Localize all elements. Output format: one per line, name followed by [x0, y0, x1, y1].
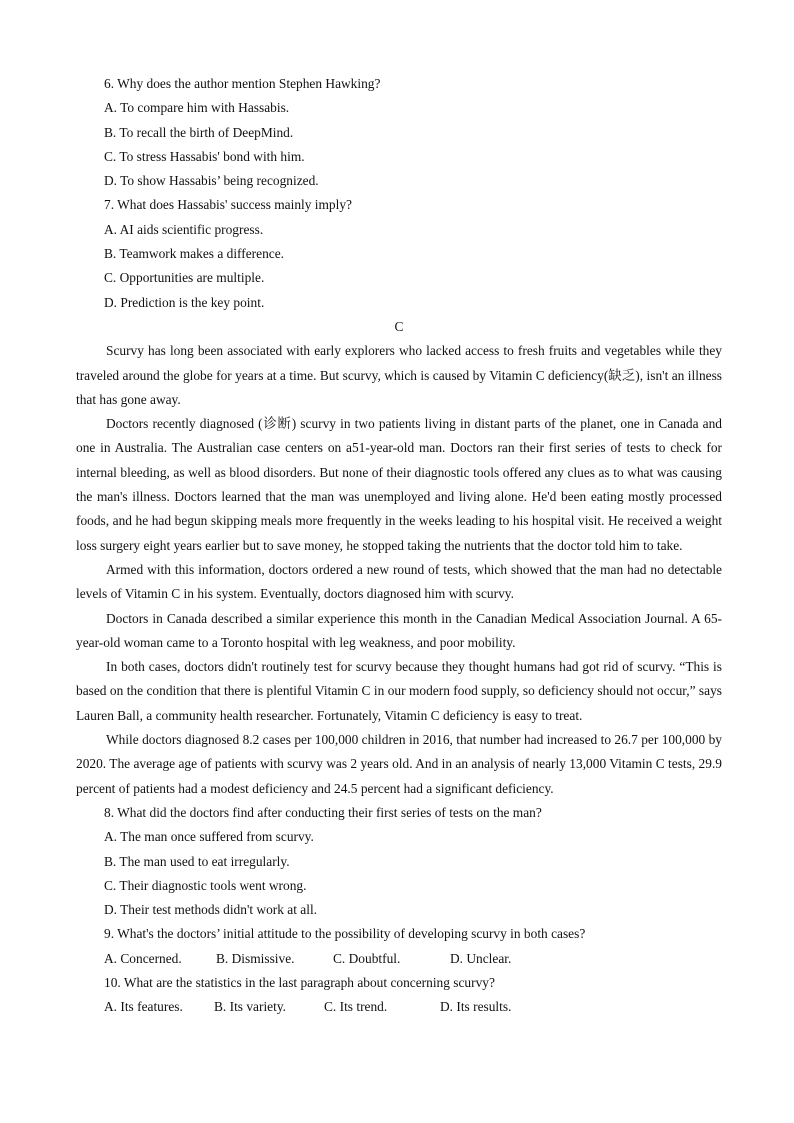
- question-8-option-a: A. The man once suffered from scurvy.: [104, 829, 314, 845]
- question-9-option-d: D. Unclear.: [450, 950, 512, 966]
- question-10-option-d: D. Its results.: [440, 999, 512, 1015]
- question-6-option-b: B. To recall the birth of DeepMind.: [104, 124, 294, 140]
- passage-paragraph-4: Doctors in Canada described a similar experience this month in the Canadian Medical Association Journal. A 65-year-old woman came to a Toronto hospital with leg weakness, and poor mobility.: [76, 610, 722, 650]
- section-heading: C: [394, 318, 404, 334]
- passage-paragraph-3: Armed with this information, doctors ordered a new round of tests, which showed that the man had no detectable levels of Vitamin C in his system. Eventually, doctors diagnosed him with scurvy.: [76, 561, 722, 602]
- question-7-option-a: A. AI aids scientific progress.: [104, 221, 264, 237]
- question-6-option-a: A. To compare him with Hassabis.: [104, 100, 290, 116]
- passage-paragraph-5: In both cases, doctors didn't routinely test for scurvy because they thought humans had got rid of scurvy. “This is based on the condition that there is plentiful Vitamin C in our modern food supply, so deficiency should not occur,” says Lauren Ball, a community health researcher. Fortunately, Vitamin C deficiency is easy to treat.: [76, 659, 722, 723]
- question-8-option-d: D. Their test methods didn't work at all.: [104, 902, 318, 918]
- question-7-stem: 7. What does Hassabis' success mainly imply?: [104, 197, 352, 213]
- question-10-option-a: A. Its features.: [104, 999, 183, 1015]
- passage-paragraph-2: Doctors recently diagnosed (诊断) scurvy in two patients living in distant parts of the planet, one in Canada and one in Australia. The Australian case centers on a51-year-old man. Doctors ran their first series of tests to check for internal bleeding, as well as blood disorders. But none of their diagnostic tools offered any clues as to what was causing the man's illness. Doctors learned that the man was unemployed and living alone. He'd been eating mostly processed foods, and he had begun skipping meals more frequently in the weeks leading to his hospital visit. He received a weight loss surgery eight years earlier but to save money, he stopped taking the nutrients that the doctor told him to take.: [76, 416, 722, 553]
- question-6-option-c: C. To stress Hassabis' bond with him.: [104, 148, 305, 164]
- question-8-stem: 8. What did the doctors find after conducting their first series of tests on the man?: [104, 804, 542, 820]
- question-10-stem: 10. What are the statistics in the last paragraph about concerning scurvy?: [104, 974, 495, 990]
- question-10-option-b: B. Its variety.: [214, 999, 287, 1015]
- question-9-stem: 9. What's the doctors’ initial attitude to the possibility of developing scurvy in both cases?: [104, 926, 586, 942]
- question-9-option-a: A. Concerned.: [104, 950, 182, 966]
- question-8-option-c: C. Their diagnostic tools went wrong.: [104, 877, 307, 893]
- question-10-options: [76, 995, 722, 1019]
- question-9-option-c: C. Doubtful.: [333, 950, 401, 966]
- question-9-option-b: B. Dismissive.: [216, 950, 295, 966]
- question-9-options: [76, 947, 722, 971]
- question-10-option-c: C. Its trend.: [324, 999, 388, 1015]
- passage-paragraph-1: Scurvy has long been associated with early explorers who lacked access to fresh fruits and vegetables while they traveled around the globe for years at a time. But scurvy, which is caused by Vitamin C deficiency(缺乏), isn't an illness that has gone away.: [76, 343, 722, 407]
- question-6-option-d: D. To show Hassabis’ being recognized.: [104, 173, 319, 189]
- question-7-option-c: C. Opportunities are multiple.: [104, 270, 265, 286]
- passage-paragraph-6: While doctors diagnosed 8.2 cases per 100,000 children in 2016, that number had increased to 26.7 per 100,000 by 2020. The average age of patients with scurvy was 2 years old. And in an analysis of nearly 13,000 Vitamin C tests, 29.9 percent of patients had a modest deficiency and 24.5 percent had a significant deficiency.: [76, 732, 722, 796]
- question-7-option-d: D. Prediction is the key point.: [104, 294, 265, 310]
- exam-page: [76, 72, 722, 1020]
- question-8-option-b: B. The man used to eat irregularly.: [104, 853, 290, 869]
- question-7-option-b: B. Teamwork makes a difference.: [104, 246, 285, 262]
- question-6-stem: 6. Why does the author mention Stephen Hawking?: [104, 76, 381, 91]
